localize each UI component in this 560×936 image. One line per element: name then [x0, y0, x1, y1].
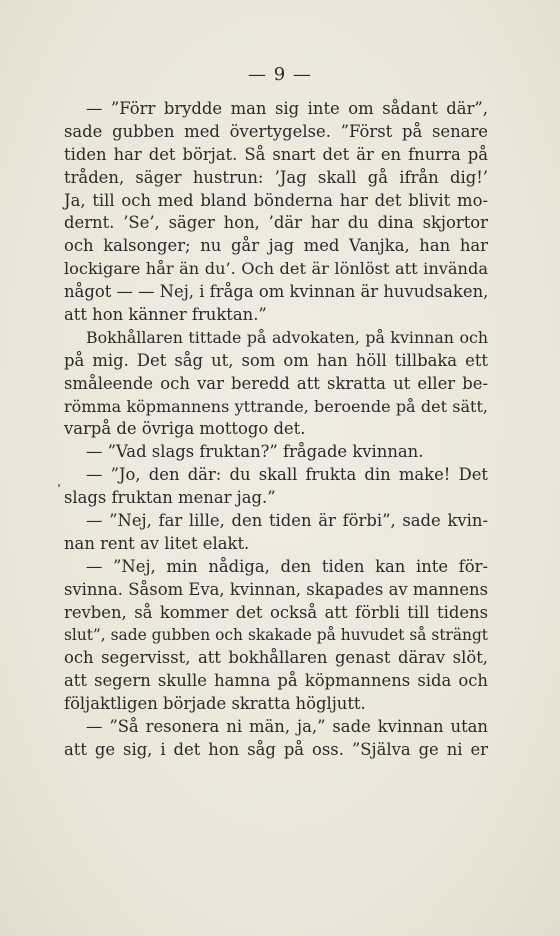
text-line: något — — Nej, i fråga om kvinnan är huvudsaken,: [64, 282, 489, 302]
body-text: [64, 98, 488, 762]
text-line: Bokhållaren tittade på advokaten, på kvinnan och: [86, 327, 488, 347]
text-line: tråden, säger hustrun: ’Jag skall gå ifrån dig!’: [64, 167, 488, 187]
text-line: att segern skulle hamna på köpmannens sida och: [64, 671, 488, 691]
text-line: lockigare hår än du’. Och det är lönlöst att invända: [64, 259, 488, 279]
text-line: och segervisst, att bokhållaren genast därav slöt,: [64, 648, 488, 668]
text-line: römma köpmannens yttrande, beroende på det sätt,: [64, 396, 488, 416]
text-line: — ”Så resonera ni män, ja,” sade kvinnan utan: [86, 717, 488, 737]
stray-ink-mark: [58, 484, 60, 487]
text-line: tiden har det börjat. Så snart det är en fnurra på: [64, 144, 488, 164]
text-line: — ”Förr brydde man sig inte om sådant där”,: [86, 99, 488, 118]
text-line: Ja, till och med bland bönderna har det blivit mo-: [64, 190, 488, 210]
text-line: — ”Nej, far lille, den tiden är förbi”, sade kvin-: [86, 511, 488, 531]
text-line: — ”Jo, den där: du skall frukta din make! Det: [86, 465, 488, 485]
text-line: småleende och var beredd att skratta ut eller be-: [64, 373, 488, 393]
text-line: — ”Vad slags fruktan?” frågade kvinnan.: [86, 442, 424, 462]
text-line: på mig. Det såg ut, som om han höll tillbaka ett: [64, 350, 488, 370]
page-number: — 9 —: [248, 64, 312, 85]
text-line: slut”, sade gubben och skakade på huvudet så strängt: [64, 626, 488, 645]
text-line: att hon känner fruktan.”: [64, 305, 267, 325]
text-line: slags fruktan menar jag.”: [64, 488, 276, 508]
text-line: dernt. ’Se’, säger hon, ’där har du dina skjortor: [64, 213, 488, 233]
text-line: nan rent av litet elakt.: [64, 533, 250, 553]
text-line: följaktligen började skratta högljutt.: [64, 694, 366, 714]
text-line: varpå de övriga mottogo det.: [64, 419, 306, 439]
text-line: — ”Nej, min nådiga, den tiden kan inte för-: [86, 556, 488, 576]
text-line: svinna. Såsom Eva, kvinnan, skapades av mannens: [64, 579, 488, 599]
text-line: och kalsonger; nu går jag med Vanjka, han har: [64, 236, 488, 256]
text-line: sade gubben med övertygelse. ”Först på senare: [64, 121, 488, 141]
text-line: att ge sig, i det hon såg på oss. ”Själva ge ni er: [64, 739, 488, 759]
text-line: revben, så kommer det också att förbli till tidens: [64, 602, 488, 622]
